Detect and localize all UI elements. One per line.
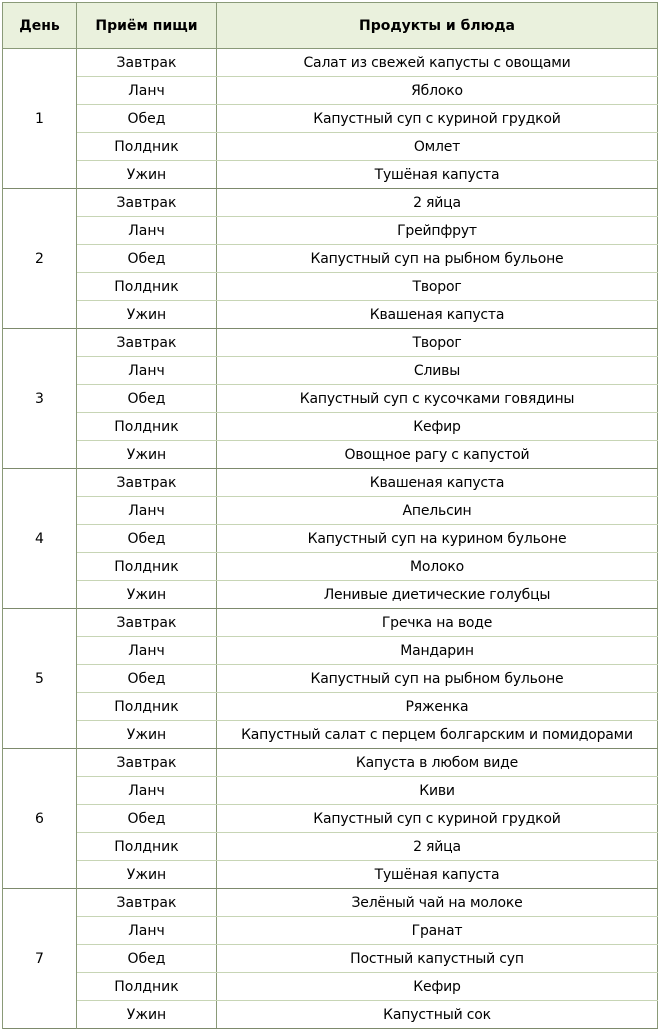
meal-cell: Полдник — [77, 693, 217, 721]
meal-cell: Ланч — [77, 777, 217, 805]
table-row — [3, 385, 658, 413]
table-row — [3, 833, 658, 861]
food-cell: Гречка на воде — [217, 609, 658, 637]
table-row — [3, 861, 658, 889]
meal-cell: Ланч — [77, 637, 217, 665]
meal-cell: Полдник — [77, 273, 217, 301]
food-cell: Киви — [217, 777, 658, 805]
meal-cell: Ланч — [77, 217, 217, 245]
food-cell: 2 яйца — [217, 833, 658, 861]
food-cell: Сливы — [217, 357, 658, 385]
food-cell: Ленивые диетические голубцы — [217, 581, 658, 609]
table-row — [3, 665, 658, 693]
table-row — [3, 161, 658, 189]
table-row — [3, 889, 658, 917]
meal-cell: Полдник — [77, 133, 217, 161]
table-header — [3, 3, 658, 49]
food-cell: Салат из свежей капусты с овощами — [217, 49, 658, 77]
table-row — [3, 805, 658, 833]
table-row — [3, 77, 658, 105]
day-number-cell: 2 — [3, 189, 77, 329]
day-number-cell: 6 — [3, 749, 77, 889]
meal-cell: Завтрак — [77, 469, 217, 497]
food-cell: Постный капустный суп — [217, 945, 658, 973]
meal-cell: Ланч — [77, 917, 217, 945]
table-row — [3, 721, 658, 749]
meal-cell: Полдник — [77, 413, 217, 441]
meal-cell: Завтрак — [77, 609, 217, 637]
meal-cell: Завтрак — [77, 749, 217, 777]
day-number-cell: 5 — [3, 609, 77, 749]
table-row — [3, 637, 658, 665]
food-cell: Творог — [217, 273, 658, 301]
table-row — [3, 329, 658, 357]
day-number-cell: 1 — [3, 49, 77, 189]
header-food: Продукты и блюда — [217, 3, 658, 49]
food-cell: 2 яйца — [217, 189, 658, 217]
food-cell: Капустный суп на рыбном бульоне — [217, 665, 658, 693]
meal-cell: Ланч — [77, 357, 217, 385]
meal-cell: Обед — [77, 945, 217, 973]
meal-cell: Ужин — [77, 721, 217, 749]
food-cell: Грейпфрут — [217, 217, 658, 245]
day-group — [3, 749, 658, 889]
table-row — [3, 133, 658, 161]
header-meal: Приём пищи — [77, 3, 217, 49]
day-number-cell: 7 — [3, 889, 77, 1029]
meal-cell: Обед — [77, 385, 217, 413]
table-row — [3, 357, 658, 385]
table-row — [3, 469, 658, 497]
meal-cell: Полдник — [77, 553, 217, 581]
food-cell: Кефир — [217, 973, 658, 1001]
table-row — [3, 441, 658, 469]
table-row — [3, 749, 658, 777]
food-cell: Зелёный чай на молоке — [217, 889, 658, 917]
meal-cell: Ужин — [77, 1001, 217, 1029]
table-row — [3, 973, 658, 1001]
table-row — [3, 917, 658, 945]
day-group — [3, 609, 658, 749]
table-row — [3, 49, 658, 77]
table-row — [3, 273, 658, 301]
table-row — [3, 945, 658, 973]
table-row — [3, 693, 658, 721]
day-group — [3, 329, 658, 469]
food-cell: Капустный суп на рыбном бульоне — [217, 245, 658, 273]
food-cell: Капустный суп на курином бульоне — [217, 525, 658, 553]
food-cell: Тушёная капуста — [217, 861, 658, 889]
food-cell: Яблоко — [217, 77, 658, 105]
meal-cell: Завтрак — [77, 889, 217, 917]
diet-table — [2, 2, 658, 1029]
meal-cell: Обед — [77, 105, 217, 133]
meal-cell: Обед — [77, 245, 217, 273]
food-cell: Творог — [217, 329, 658, 357]
meal-cell: Завтрак — [77, 189, 217, 217]
meal-cell: Ланч — [77, 77, 217, 105]
food-cell: Квашеная капуста — [217, 301, 658, 329]
meal-cell: Ужин — [77, 161, 217, 189]
table-row — [3, 189, 658, 217]
food-cell: Тушёная капуста — [217, 161, 658, 189]
food-cell: Квашеная капуста — [217, 469, 658, 497]
food-cell: Мандарин — [217, 637, 658, 665]
table-row — [3, 553, 658, 581]
food-cell: Молоко — [217, 553, 658, 581]
meal-cell: Обед — [77, 665, 217, 693]
table-row — [3, 245, 658, 273]
meal-cell: Завтрак — [77, 49, 217, 77]
food-cell: Капуста в любом виде — [217, 749, 658, 777]
meal-cell: Ланч — [77, 497, 217, 525]
meal-cell: Ужин — [77, 301, 217, 329]
table-row — [3, 609, 658, 637]
food-cell: Капустный суп с куриной грудкой — [217, 105, 658, 133]
table-row — [3, 105, 658, 133]
meal-cell: Обед — [77, 805, 217, 833]
food-cell: Омлет — [217, 133, 658, 161]
meal-cell: Ужин — [77, 861, 217, 889]
day-group — [3, 469, 658, 609]
meal-cell: Ужин — [77, 441, 217, 469]
food-cell: Апельсин — [217, 497, 658, 525]
day-number-cell: 4 — [3, 469, 77, 609]
table-row — [3, 497, 658, 525]
header-day: День — [3, 3, 77, 49]
food-cell: Овощное рагу с капустой — [217, 441, 658, 469]
day-group — [3, 189, 658, 329]
food-cell: Гранат — [217, 917, 658, 945]
food-cell: Капустный суп с куриной грудкой — [217, 805, 658, 833]
day-group — [3, 889, 658, 1029]
meal-cell: Полдник — [77, 973, 217, 1001]
header-row — [3, 3, 658, 49]
table-row — [3, 581, 658, 609]
table-row — [3, 301, 658, 329]
meal-cell: Ужин — [77, 581, 217, 609]
table-row — [3, 525, 658, 553]
table-row — [3, 217, 658, 245]
table-row — [3, 777, 658, 805]
table-row — [3, 413, 658, 441]
food-cell: Капустный салат с перцем болгарским и помидорами — [217, 721, 658, 749]
meal-cell: Обед — [77, 525, 217, 553]
day-group — [3, 49, 658, 189]
food-cell: Капустный сок — [217, 1001, 658, 1029]
table-row — [3, 1001, 658, 1029]
day-number-cell: 3 — [3, 329, 77, 469]
meal-cell: Завтрак — [77, 329, 217, 357]
meal-cell: Полдник — [77, 833, 217, 861]
food-cell: Кефир — [217, 413, 658, 441]
food-cell: Ряженка — [217, 693, 658, 721]
food-cell: Капустный суп с кусочками говядины — [217, 385, 658, 413]
